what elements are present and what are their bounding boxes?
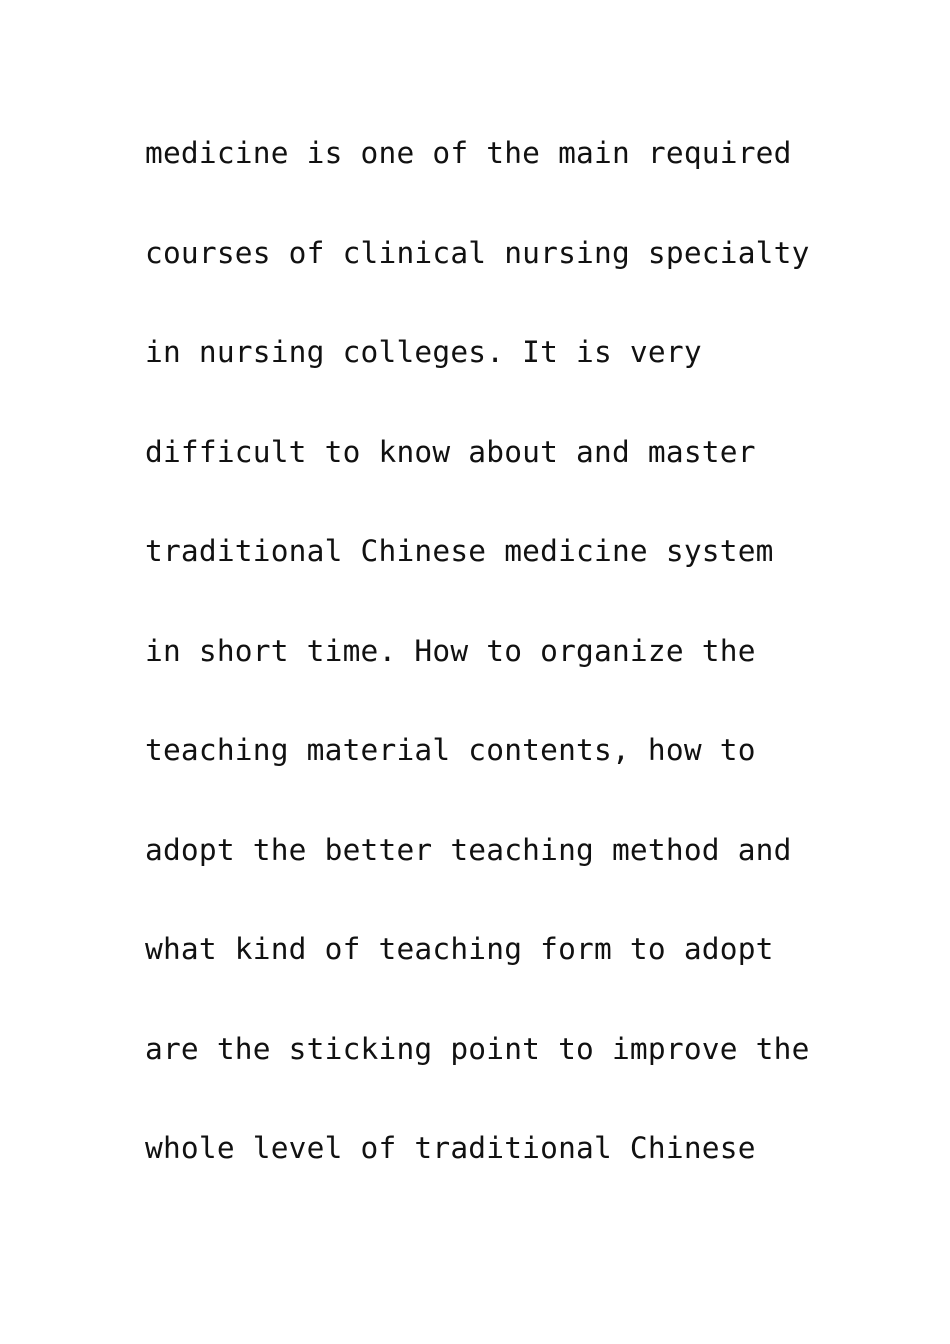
text-line-4: difficult to know about and master <box>145 434 756 469</box>
text-line-7: teaching material contents, how to <box>145 733 756 767</box>
text-line-3: in nursing colleges. It is very <box>145 335 702 369</box>
body-text <box>145 124 845 1219</box>
text-line-2: courses of clinical nursing specialty <box>145 235 810 270</box>
text-line-10: are the sticking point to improve the <box>145 1031 810 1066</box>
text-line-5: traditional Chinese medicine system <box>145 534 774 568</box>
text-line-11: whole level of traditional Chinese <box>145 1131 756 1165</box>
text-line-8: adopt the better teaching method and <box>145 832 792 867</box>
text-line-9: what kind of teaching form to adopt <box>145 932 774 966</box>
text-line-6: in short time. How to organize the <box>145 633 756 668</box>
text-line-1: medicine is one of the main required <box>145 136 792 170</box>
